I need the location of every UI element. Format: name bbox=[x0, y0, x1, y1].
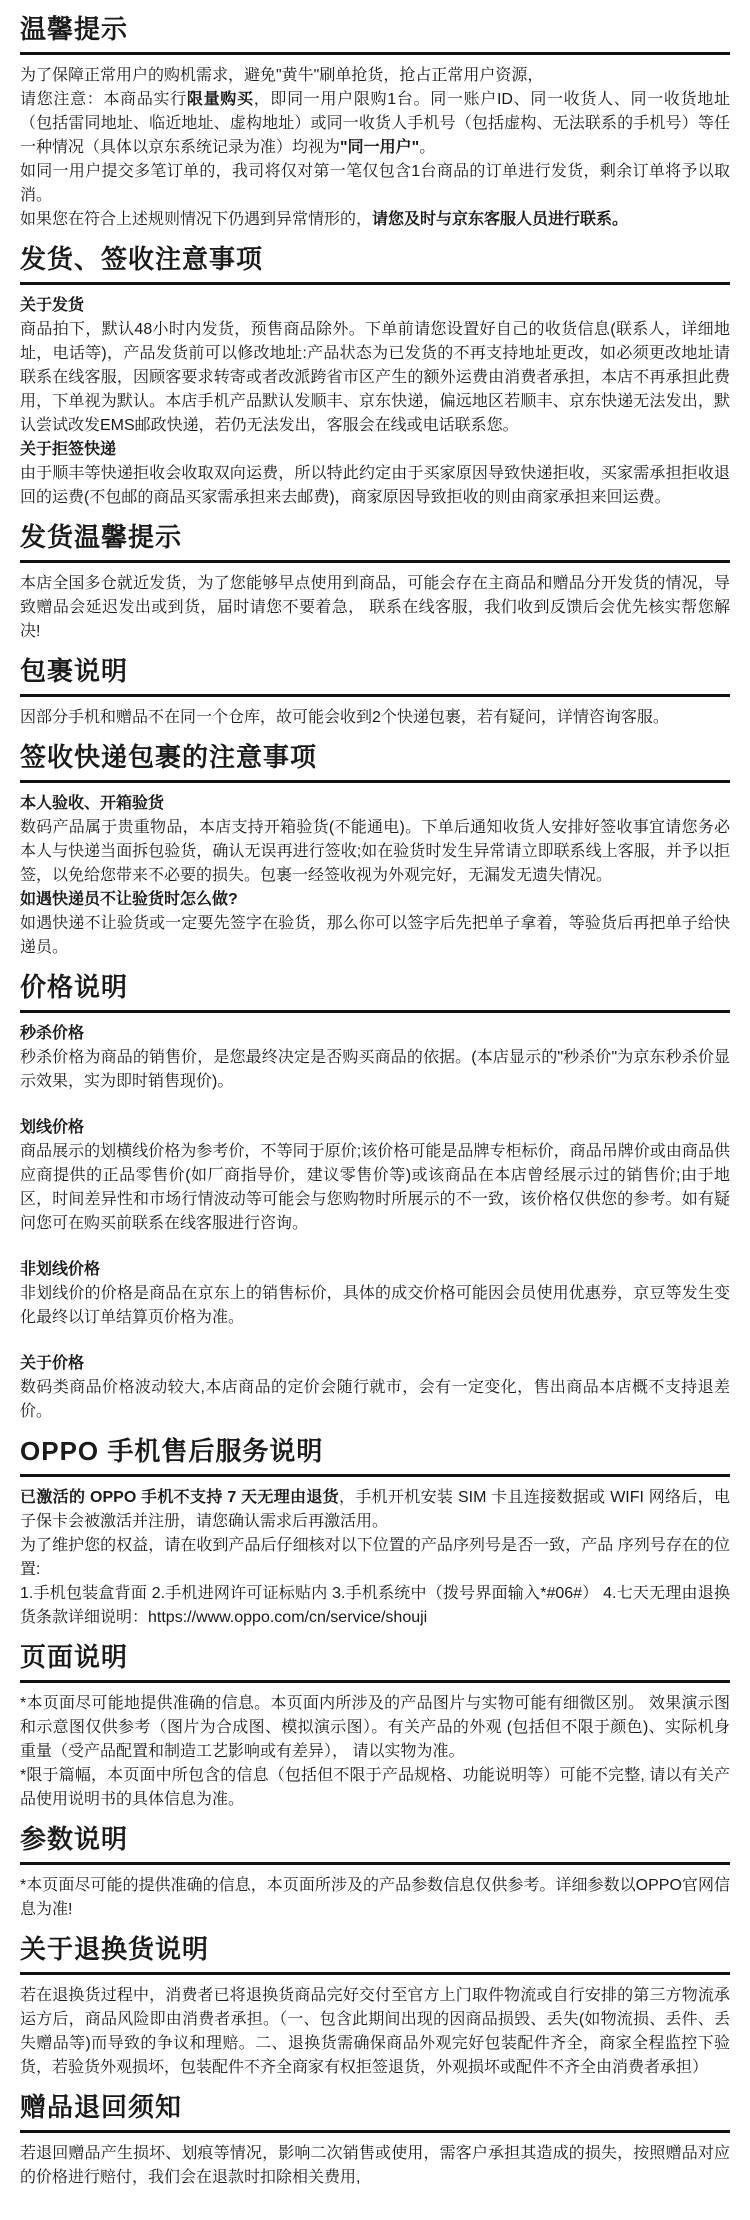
section-title-underline bbox=[20, 694, 730, 697]
text-run: *本页面尽可能的提供准确的信息，本页面所涉及的产品参数信息仅供参考。详细参数以OPPO官网信息为准! bbox=[20, 1877, 730, 1918]
text-run: 为了保障正常用户的购机需求，避免"黄牛"刷单抢货，抢占正常用户资源， bbox=[20, 67, 544, 84]
section bbox=[20, 656, 730, 730]
bold-text-run: 非划线价格 bbox=[20, 1261, 101, 1278]
text-run: *限于篇幅，本页面中所包含的信息（包括但不限于产品规格、功能说明等）可能不完整, 请以有关产品使用说明书的具体信息为准。 bbox=[20, 1767, 730, 1808]
bold-text-run: 如遇快递员不让验货时怎么做? bbox=[20, 891, 238, 908]
text-run: 。 bbox=[419, 139, 436, 156]
section-title: 签收快递包裹的注意事项 bbox=[20, 742, 318, 772]
paragraph bbox=[20, 572, 730, 644]
paragraph bbox=[20, 1874, 730, 1922]
paragraph bbox=[20, 318, 730, 438]
section bbox=[20, 742, 730, 960]
subheading bbox=[20, 438, 730, 462]
section bbox=[20, 244, 730, 510]
text-run: 秒杀价格为商品的销售价，是您最终决定是否购买商品的依据。(本店显示的"秒杀价"为京东秒杀价显示效果，实为即时销售现价)。 bbox=[20, 1049, 730, 1090]
text-run: 如遇快递不让验货或一定要先签字在验货，那么你可以签字后先把单子拿着，等验货后再把单子给快递员。 bbox=[20, 915, 730, 956]
text-run: *本页面尽可能地提供准确的信息。本页面内所涉及的产品图片与实物可能有细微区别。 效果演示图和示意图仅供参考（图片为合成图、模拟演示图）。有关产品的外观 (包括但不限于颜色)、实际机身重量（受产品配置和制造工艺影响或有差异）， 请以实物为准。 bbox=[20, 1695, 730, 1760]
section-title: 参数说明 bbox=[20, 1824, 129, 1854]
section-title-underline bbox=[20, 1972, 730, 1975]
text-run: 为了维护您的权益，请在收到产品后仔细核对以下位置的产品序列号是否一致，产品 序列号存在的位置: bbox=[20, 1537, 730, 1578]
paragraph bbox=[20, 208, 730, 232]
section-title: 包裹说明 bbox=[20, 656, 129, 686]
text-run: 1.手机包装盒背面 2.手机进网许可证标贴内 3.手机系统中（拨号界面输入*#06#） 4.七天无理由退换货条款详细说明：https://www.oppo.com/cn/service/shouji bbox=[20, 1585, 730, 1626]
section bbox=[20, 522, 730, 644]
text-run: 本店全国多仓就近发货，为了您能够早点使用到商品，可能会存在主商品和赠品分开发货的情况，导致赠品会延迟发出或到货，届时请您不要着急， 联系在线客服，我们收到反馈后会优先核实帮您解决! bbox=[20, 575, 730, 640]
section-title: 发货温馨提示 bbox=[20, 522, 183, 552]
bold-text-run: "同一用户" bbox=[340, 139, 420, 156]
bold-text-run: 请您及时与京东客服人员进行联系。 bbox=[372, 211, 629, 228]
paragraph bbox=[20, 1046, 730, 1094]
paragraph bbox=[20, 64, 730, 88]
subheading bbox=[20, 1258, 730, 1282]
text-run: 如同一用户提交多笔订单的，我司将仅对第一笔仅包含1台商品的订单进行发货，剩余订单将予以取消。 bbox=[20, 163, 730, 204]
bold-text-run: 本人验收、开箱验货 bbox=[20, 795, 165, 812]
paragraph bbox=[20, 88, 730, 160]
paragraph bbox=[20, 1140, 730, 1236]
paragraph bbox=[20, 1534, 730, 1582]
section-title: 页面说明 bbox=[20, 1642, 129, 1672]
section-title-underline bbox=[20, 1862, 730, 1865]
section-title-underline bbox=[20, 560, 730, 563]
text-run: 如果您在符合上述规则情况下仍遇到异常情形的， bbox=[20, 211, 373, 228]
section-title-underline bbox=[20, 1680, 730, 1683]
text-run: 请您注意：本商品实行 bbox=[20, 91, 187, 108]
text-run: 数码类商品价格波动较大,本店商品的定价会随行就市，会有一定变化，售出商品本店概不支持退差价。 bbox=[20, 1379, 730, 1420]
section bbox=[20, 1934, 730, 2080]
section-title-underline bbox=[20, 52, 730, 55]
bold-text-run: 关于发货 bbox=[20, 297, 85, 314]
section-title-underline bbox=[20, 2130, 730, 2133]
text-run: 数码产品属于贵重物品，本店支持开箱验货(不能通电)。下单后通知收货人安排好签收事宜请您务必本人与快递当面拆包验货，确认无误再进行签收;如在验货时发生异常请立即联系线上客服，并予以拒签，以免给您带来不必要的损失。包裹一经签收视为外观完好，无漏发无遗失情况。 bbox=[20, 819, 730, 884]
text-run: 若在退换货过程中，消费者已将退换货商品完好交付至官方上门取件物流或自行安排的第三方物流承运方后，商品风险即由消费者承担。（一、包含此期间出现的因商品损毁、丢失(如物流损、丢件、丢失赠品等)而导致的争议和理赔。二、退换货需确保商品外观完好包装配件齐全，商家全程监控下验货，若验货外观损坏，包装配件不齐全商家有权拒签退货，外观损坏或配件不齐全由消费者承担） bbox=[20, 1987, 730, 2076]
section-title: 价格说明 bbox=[20, 972, 129, 1002]
subheading bbox=[20, 1116, 730, 1140]
section-title: 赠品退回须知 bbox=[20, 2092, 183, 2122]
section-title-underline bbox=[20, 1010, 730, 1013]
section-title: OPPO 手机售后服务说明 bbox=[20, 1436, 324, 1466]
paragraph bbox=[20, 462, 730, 510]
text-run: 因部分手机和赠品不在同一个仓库，故可能会收到2个快递包裹，若有疑问，详情咨询客服。 bbox=[20, 709, 669, 726]
text-run: 商品拍下，默认48小时内发货，预售商品除外。下单前请您设置好自己的收货信息(联系人，详细地址，电话等)，产品发货前可以修改地址:产品状态为已发货的不再支持地址更改，如必须更改地址请联系在线客服，因顾客要求转寄或者改派跨省市区产生的额外运费由消费者承担，本店不再承担此费用，下单视为默认。本店手机产品默认发顺丰、京东快递，偏远地区若顺丰、京东快递无法发出，默认尝试改发EMS邮政快递，若仍无法发出，客服会在线或电话联系您。 bbox=[20, 321, 730, 434]
subheading bbox=[20, 792, 730, 816]
bold-text-run: 限量购买 bbox=[186, 91, 254, 108]
subheading bbox=[20, 1352, 730, 1376]
content bbox=[20, 14, 730, 2190]
paragraph bbox=[20, 160, 730, 208]
paragraph bbox=[20, 912, 730, 960]
text-run: 非划线价的价格是商品在京东上的销售标价，具体的成交价格可能因会员使用优惠券，京豆等发生变化最终以订单结算页价格为准。 bbox=[20, 1285, 730, 1326]
section bbox=[20, 1642, 730, 1812]
paragraph bbox=[20, 2142, 730, 2190]
section bbox=[20, 14, 730, 232]
bold-text-run: 秒杀价格 bbox=[20, 1025, 85, 1042]
text-run: 由于顺丰等快递拒收会收取双向运费，所以特此约定由于买家原因导致快递拒收，买家需承担拒收退回的运费(不包邮的商品买家需承担来去邮费)，商家原因导致拒收的则由商家承担来回运费。 bbox=[20, 465, 730, 506]
paragraph bbox=[20, 1486, 730, 1534]
paragraph bbox=[20, 706, 730, 730]
section bbox=[20, 2092, 730, 2190]
subheading bbox=[20, 294, 730, 318]
text-run: ，即同一用户限购1台。同一账户ID、同一收货人、同一收货地址（包括雷同地址、临近地址、虚构地址）或同一收货人手机号（包括虚构、无法联系的手机号）等任一种情况（具体以京东系统记录为准）均视为 bbox=[20, 91, 730, 156]
section bbox=[20, 1824, 730, 1922]
subheading bbox=[20, 888, 730, 912]
subheading bbox=[20, 1022, 730, 1046]
section-title: 发货、签收注意事项 bbox=[20, 244, 264, 274]
paragraph bbox=[20, 1692, 730, 1764]
paragraph bbox=[20, 1984, 730, 2080]
bold-text-run: 划线价格 bbox=[20, 1119, 85, 1136]
section bbox=[20, 1436, 730, 1630]
section bbox=[20, 972, 730, 1424]
paragraph bbox=[20, 816, 730, 888]
section-title-underline bbox=[20, 1474, 730, 1477]
section-title: 温馨提示 bbox=[20, 14, 129, 44]
bold-text-run: 已激活的 OPPO 手机不支持 7 天无理由退货 bbox=[20, 1489, 339, 1506]
section-title-underline bbox=[20, 780, 730, 783]
paragraph bbox=[20, 1282, 730, 1330]
section-title-underline bbox=[20, 282, 730, 285]
text-run: 若退回赠品产生损坏、划痕等情况，影响二次销售或使用，需客户承担其造成的损失，按照赠品对应的价格进行赔付，我们会在退款时扣除相关费用, bbox=[20, 2145, 730, 2186]
text-run: ，手机开机安装 SIM 卡且连接数据或 WIFI 网络后，电子保卡会被激活并注册，请您确认需求后再激活用。 bbox=[20, 1489, 730, 1530]
bold-text-run: 关于价格 bbox=[20, 1355, 85, 1372]
bold-text-run: 关于拒签快递 bbox=[20, 441, 117, 458]
text-run: 商品展示的划横线价格为参考价，不等同于原价;该价格可能是品牌专柜标价，商品吊牌价或由商品供应商提供的正品零售价(如厂商指导价，建议零售价等)或该商品在本店曾经展示过的销售价;由于地区，时间差异性和市场行情波动等可能会与您购物时所展示的不一致，该价格仅供您的参考。如有疑问您可在购买前联系在线客服进行咨询。 bbox=[20, 1143, 730, 1232]
paragraph bbox=[20, 1764, 730, 1812]
paragraph bbox=[20, 1376, 730, 1424]
paragraph bbox=[20, 1582, 730, 1630]
section-title: 关于退换货说明 bbox=[20, 1934, 210, 1964]
